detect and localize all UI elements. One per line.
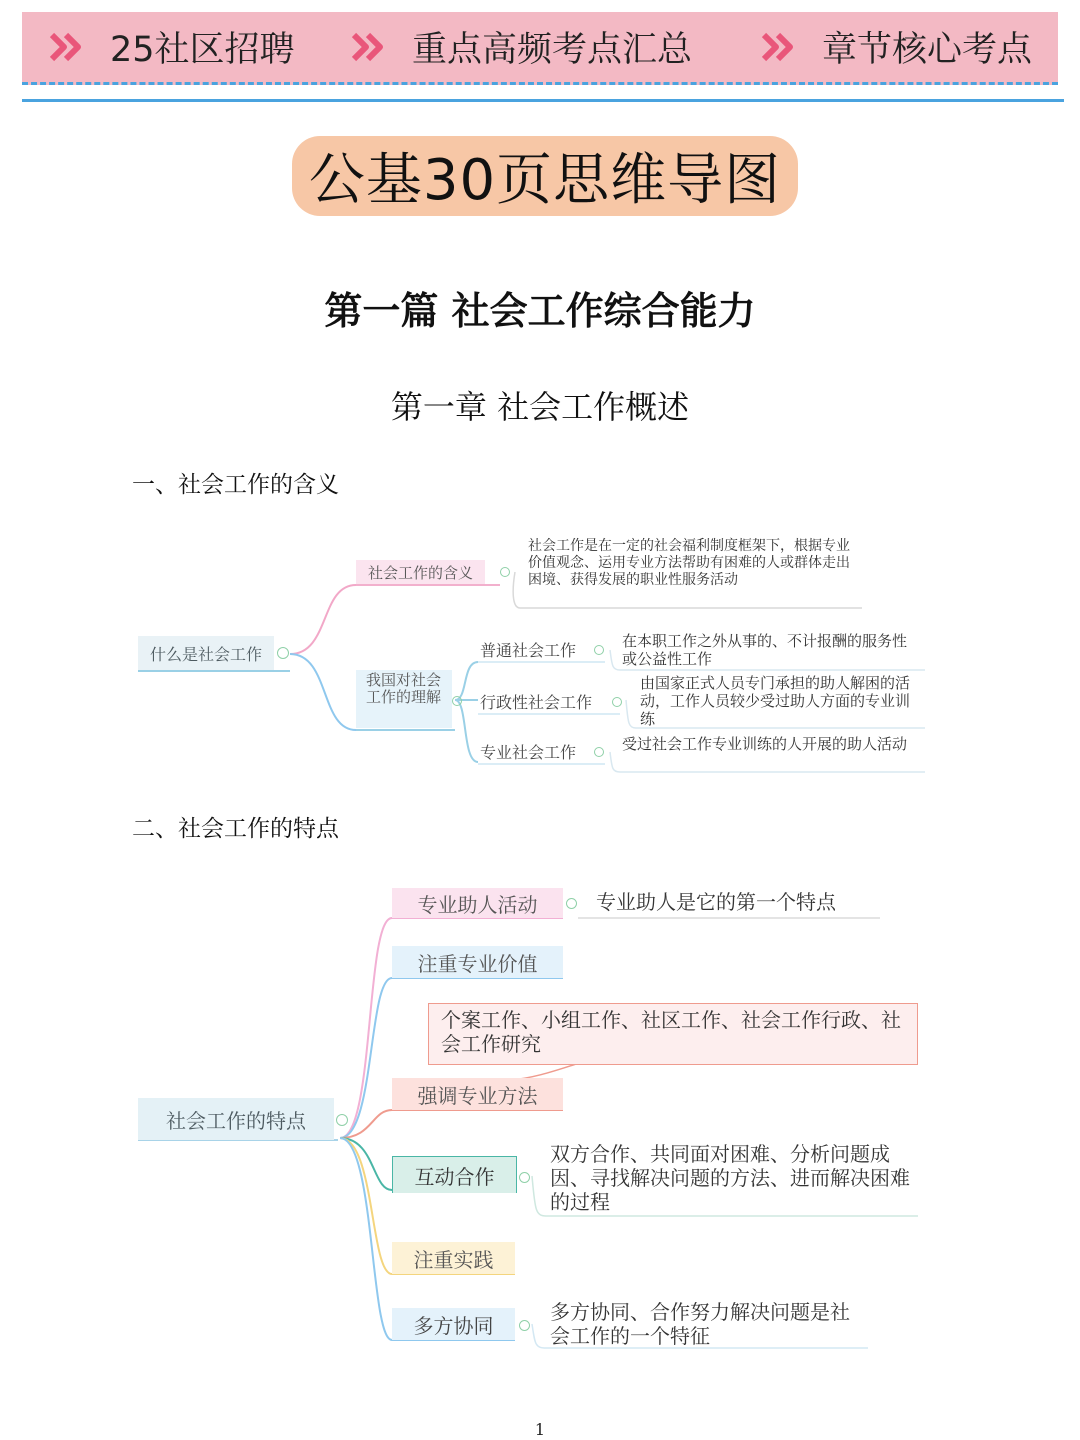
branch-description: 专业助人是它的第一个特点 bbox=[596, 890, 836, 914]
node-label: 专业助人活动 bbox=[417, 892, 538, 917]
type-description: 在本职工作之外从事的、不计报酬的服务性或公益性工作 bbox=[622, 632, 908, 668]
branch-description: 双方合作、共同面对困难、分析问题成因、寻找解决问题的方法、进而解决困难的过程 bbox=[550, 1142, 910, 1214]
mindmap-node-type bbox=[480, 638, 576, 661]
part-title: 第一篇 社会工作综合能力 bbox=[324, 289, 756, 333]
mindmap-branch-node bbox=[392, 1156, 517, 1193]
node-label: 强调专业方法 bbox=[417, 1083, 538, 1108]
mindmap-branch-node bbox=[392, 946, 563, 978]
meaning-description: 社会工作是在一定的社会福利制度框架下，根据专业价值观念、运用专业方法帮助有困难的人或群体走出困境、获得发展的职业性服务活动 bbox=[528, 538, 850, 588]
collapse-toggle-icon[interactable] bbox=[594, 645, 604, 655]
node-label: 社会工作的特点 bbox=[166, 1108, 306, 1133]
type-description: 受过社会工作专业训练的人开展的助人活动 bbox=[622, 735, 908, 753]
section-heading: 一、社会工作的含义 bbox=[132, 472, 339, 498]
collapse-toggle-icon[interactable] bbox=[452, 696, 462, 706]
collapse-toggle-icon[interactable] bbox=[500, 567, 510, 577]
node-label: 行政性社会工作 bbox=[480, 693, 593, 712]
mindmap-branch-node bbox=[392, 1308, 515, 1340]
chapter-title: 第一章 社会工作概述 bbox=[390, 388, 690, 426]
header-label: 25社区招聘 bbox=[110, 30, 295, 70]
collapse-toggle-icon[interactable] bbox=[519, 1320, 530, 1331]
collapse-toggle-icon[interactable] bbox=[277, 647, 289, 659]
page-number: 1 bbox=[534, 1420, 546, 1439]
mindmap-root-node bbox=[138, 1098, 334, 1140]
node-label: 注重专业价值 bbox=[417, 951, 538, 976]
node-label: 我国对社会工作的理解 bbox=[366, 671, 442, 707]
collapse-toggle-icon[interactable] bbox=[336, 1114, 348, 1126]
collapse-toggle-icon[interactable] bbox=[566, 898, 577, 909]
collapse-toggle-icon[interactable] bbox=[612, 697, 622, 707]
collapse-toggle-icon[interactable] bbox=[519, 1172, 530, 1183]
type-description: 由国家正式人员专门承担的助人解困的活动，工作人员较少受过助人方面的专业训练 bbox=[640, 674, 911, 728]
mindmap-node-understanding bbox=[356, 670, 452, 728]
mindmap-branch-node bbox=[392, 1242, 515, 1274]
mindmap-node-type bbox=[480, 690, 592, 713]
node-label: 专业社会工作 bbox=[480, 743, 577, 762]
collapse-toggle-icon[interactable] bbox=[594, 747, 604, 757]
header-label: 重点高频考点汇总 bbox=[412, 30, 693, 70]
section-heading: 二、社会工作的特点 bbox=[132, 816, 339, 842]
node-label: 社会工作的含义 bbox=[368, 563, 474, 582]
node-label: 互动合作 bbox=[414, 1164, 495, 1189]
mindmap-branch-node bbox=[392, 1078, 563, 1110]
node-label: 注重实践 bbox=[413, 1247, 494, 1272]
mindmap-branch-node bbox=[392, 888, 563, 918]
header-label: 章节核心考点 bbox=[822, 30, 1033, 70]
node-label: 多方协同 bbox=[413, 1313, 494, 1338]
mindmap-root-node bbox=[138, 636, 274, 670]
node-label: 什么是社会工作 bbox=[150, 644, 263, 664]
main-title: 公基30页思维导图 bbox=[292, 136, 798, 216]
mindmap-node-type bbox=[480, 740, 576, 763]
branch-description: 多方协同、合作努力解决问题是社会工作的一个特征 bbox=[550, 1300, 850, 1348]
node-label: 普通社会工作 bbox=[480, 641, 577, 660]
mindmap-node-meaning bbox=[356, 560, 485, 584]
branch-description: 个案工作、小组工作、社区工作、社会工作行政、社会工作研究 bbox=[428, 1003, 918, 1065]
